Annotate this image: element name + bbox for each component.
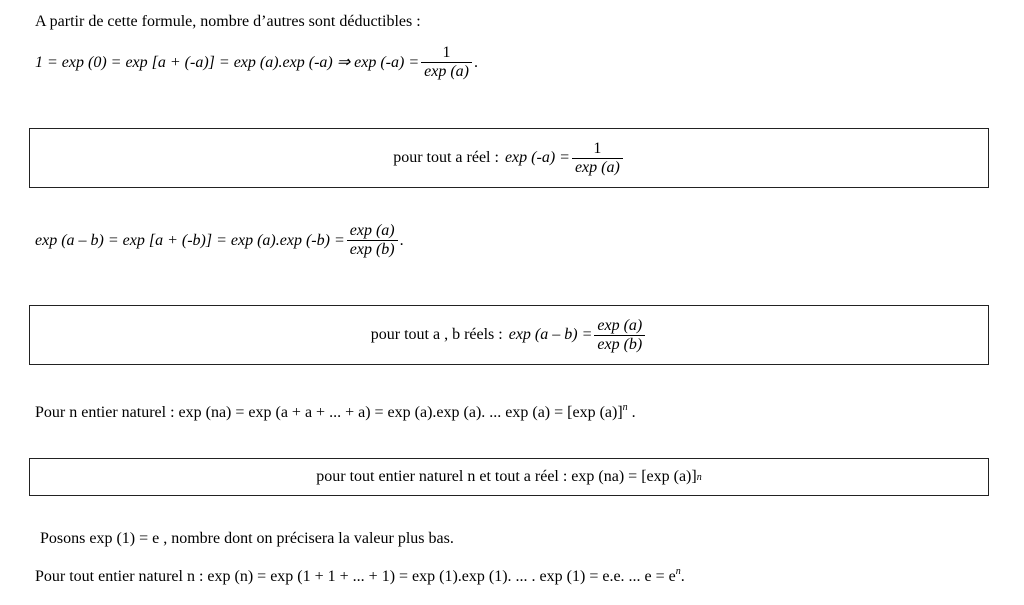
formula-tail: . [627, 404, 636, 421]
formula-exp-diff-derivation [35, 222, 404, 259]
formula-exp-n [35, 562, 685, 587]
formula-tail: . [473, 53, 478, 71]
denominator: exp (a) [572, 158, 623, 177]
fraction [347, 222, 398, 259]
formula-text: Pour n entier naturel : exp (na) = exp (a + a + ... + a) = exp (a).exp (a). ... exp (a) = [exp (a)] [35, 404, 623, 421]
fraction [594, 317, 645, 354]
formula-tail: . [680, 568, 685, 585]
numerator: exp (a) [597, 316, 643, 334]
exponent: n [622, 402, 628, 413]
intro-text: A partir de cette formule, nombre d’autres sont déductibles : [35, 13, 421, 30]
formula-text: Pour tout entier naturel n : exp (n) = exp (1 + 1 + ... + 1) = exp (1).exp (1). ... . exp (1) = e.e. ... e = e [35, 568, 676, 585]
box-text: pour tout entier naturel n et tout a réel : exp (na) = [exp (a)] [316, 468, 697, 485]
formula-exp-power-derivation [35, 398, 636, 423]
denominator: exp (b) [347, 240, 398, 259]
box-lhs: exp (-a) = [504, 149, 570, 166]
exponent: n [675, 566, 681, 577]
denominator: exp (a) [421, 62, 472, 81]
formula-exp-neg-derivation [35, 44, 478, 81]
formula-lhs: 1 = exp (0) = exp [a + (-a)] = exp (a).exp (-a) ⇒ exp (-a) = [35, 53, 420, 71]
box-prefix: pour tout a , b réels : [370, 326, 503, 343]
box-lhs: exp (a – b) = [508, 326, 593, 343]
formula-tail: . [399, 231, 404, 249]
result-box-exp-neg [29, 128, 989, 188]
definition-e: Posons exp (1) = e , nombre dont on précisera la valeur plus bas. [40, 530, 454, 547]
numerator: 1 [593, 139, 602, 157]
formula-lhs: exp (a – b) = exp [a + (-b)] = exp (a).exp (-b) = [35, 231, 345, 249]
fraction [572, 140, 623, 177]
result-box-exp-power [29, 458, 989, 496]
exponent: n [696, 471, 702, 483]
numerator: 1 [442, 44, 451, 61]
denominator: exp (b) [594, 335, 645, 354]
box-prefix: pour tout a réel : [393, 149, 499, 166]
result-box-exp-diff [29, 305, 989, 365]
numerator: exp (a) [349, 222, 395, 239]
fraction [421, 44, 472, 81]
